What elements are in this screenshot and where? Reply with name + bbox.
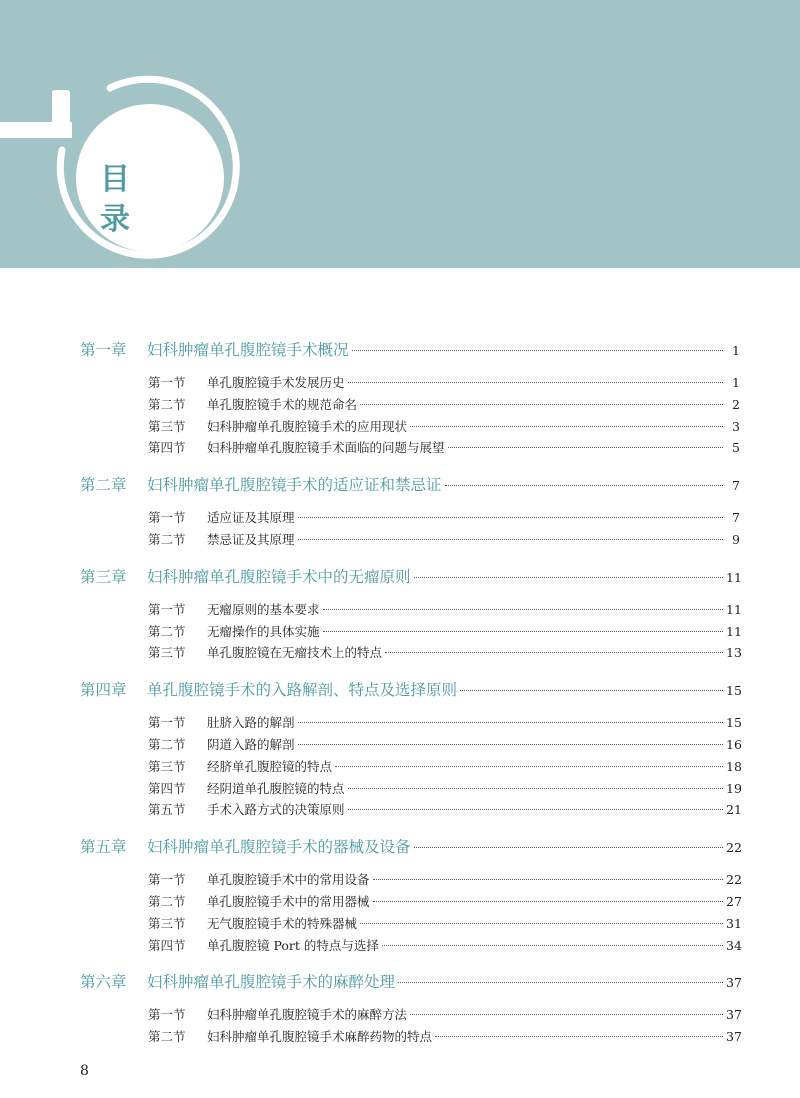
section-page: 19 bbox=[726, 780, 742, 796]
section-number: 第一节 bbox=[148, 872, 186, 888]
section-page: 37 bbox=[726, 1007, 742, 1023]
section-number: 第二节 bbox=[148, 623, 186, 639]
section-page: 1 bbox=[732, 375, 740, 390]
dot-leader bbox=[410, 426, 723, 427]
section-title: 单孔腹腔镜手术中的常用设备 bbox=[207, 872, 370, 888]
dot-leader bbox=[348, 788, 723, 789]
dot-leader bbox=[373, 901, 723, 902]
chapter-title: 妇科肿瘤单孔腹腔镜手术的适应证和禁忌证 bbox=[147, 476, 442, 495]
chapter-number: 第六章 bbox=[80, 973, 127, 992]
section-entry[interactable] bbox=[80, 891, 740, 913]
dot-leader bbox=[348, 382, 723, 383]
section-page: 13 bbox=[726, 645, 742, 661]
section-entry[interactable] bbox=[80, 935, 740, 957]
toc-chapter bbox=[80, 970, 740, 1048]
section-entry[interactable] bbox=[80, 621, 740, 643]
section-title: 单孔腹腔镜 Port 的特点与选择 bbox=[207, 937, 379, 953]
section-title: 手术入路方式的决策原则 bbox=[207, 802, 345, 818]
section-number: 第五节 bbox=[148, 802, 186, 818]
section-number: 第四节 bbox=[148, 440, 186, 456]
section-entry[interactable] bbox=[80, 712, 740, 734]
chapter-number: 第二章 bbox=[80, 476, 127, 495]
dot-leader bbox=[398, 982, 723, 983]
toc-chapter bbox=[80, 473, 740, 551]
chapter-title: 妇科肿瘤单孔腹腔镜手术概况 bbox=[147, 341, 349, 359]
section-page: 11 bbox=[726, 601, 742, 617]
section-entry[interactable] bbox=[80, 869, 740, 891]
chapter-title: 妇科肿瘤单孔腹腔镜手术中的无瘤原则 bbox=[147, 567, 411, 586]
section-entry[interactable] bbox=[80, 599, 740, 621]
dot-leader bbox=[414, 847, 723, 848]
section-entry[interactable] bbox=[80, 1026, 740, 1048]
section-entry[interactable] bbox=[80, 507, 740, 529]
dot-leader bbox=[298, 539, 723, 540]
section-title: 经脐单孔腹腔镜的特点 bbox=[207, 758, 333, 774]
dot-leader bbox=[382, 945, 723, 946]
section-title: 无气腹腔镜手术的特殊器械 bbox=[207, 915, 358, 931]
dot-leader bbox=[410, 1014, 723, 1015]
section-page: 5 bbox=[732, 440, 740, 456]
section-entry[interactable] bbox=[80, 913, 740, 935]
dot-leader bbox=[348, 809, 723, 810]
chapter-page: 22 bbox=[726, 840, 742, 856]
dot-leader bbox=[360, 923, 723, 924]
section-number: 第二节 bbox=[148, 396, 186, 412]
section-page: 27 bbox=[726, 893, 742, 909]
chapter-page: 11 bbox=[726, 569, 742, 585]
section-number: 第一节 bbox=[148, 375, 186, 390]
section-title: 阴道入路的解剖 bbox=[207, 736, 295, 752]
dot-leader bbox=[352, 350, 723, 351]
section-number: 第一节 bbox=[148, 601, 186, 617]
section-title: 经阴道单孔腹腔镜的特点 bbox=[207, 780, 345, 796]
section-page: 7 bbox=[732, 510, 740, 526]
section-title: 妇科肿瘤单孔腹腔镜手术的应用现状 bbox=[207, 418, 408, 434]
section-title: 适应证及其原理 bbox=[207, 510, 295, 526]
dot-leader bbox=[298, 722, 723, 723]
section-number: 第二节 bbox=[148, 531, 186, 547]
dot-leader bbox=[298, 517, 723, 518]
section-page: 21 bbox=[726, 802, 742, 818]
section-page: 16 bbox=[726, 736, 742, 752]
section-title: 单孔腹腔镜手术发展历史 bbox=[207, 375, 345, 390]
chapter-number: 第五章 bbox=[80, 838, 127, 857]
section-entry[interactable] bbox=[80, 437, 740, 459]
section-title: 单孔腹腔镜在无瘤技术上的特点 bbox=[207, 645, 383, 661]
toc-chapter bbox=[80, 338, 740, 459]
section-entry[interactable] bbox=[80, 756, 740, 778]
section-number: 第一节 bbox=[148, 1007, 186, 1023]
dot-leader bbox=[360, 404, 723, 405]
dot-leader bbox=[445, 485, 723, 486]
dot-leader bbox=[323, 631, 723, 632]
chapter-page: 7 bbox=[732, 478, 740, 494]
section-page: 11 bbox=[726, 623, 742, 639]
chapter-number: 第四章 bbox=[80, 681, 127, 700]
section-number: 第二节 bbox=[148, 736, 186, 752]
section-number: 第二节 bbox=[148, 1029, 186, 1045]
chapter-number: 第三章 bbox=[80, 567, 127, 586]
toc-chapter bbox=[80, 678, 740, 821]
section-title: 禁忌证及其原理 bbox=[207, 531, 295, 547]
dot-leader bbox=[460, 690, 723, 691]
section-title: 单孔腹腔镜手术中的常用器械 bbox=[207, 893, 370, 909]
section-title: 单孔腹腔镜手术的规范命名 bbox=[207, 396, 358, 412]
dot-leader bbox=[414, 577, 723, 578]
section-title: 无瘤操作的具体实施 bbox=[207, 623, 320, 639]
section-entry[interactable] bbox=[80, 642, 740, 664]
decor-bar bbox=[0, 122, 72, 138]
dot-leader bbox=[385, 652, 723, 653]
section-page: 15 bbox=[726, 715, 742, 731]
chapter-entry[interactable] bbox=[80, 835, 740, 859]
section-number: 第三节 bbox=[148, 645, 186, 661]
section-entry[interactable] bbox=[80, 734, 740, 756]
chapter-page: 1 bbox=[732, 343, 740, 358]
chapter-entry[interactable] bbox=[80, 970, 740, 994]
section-entry[interactable] bbox=[80, 394, 740, 416]
footer-page-number: 8 bbox=[80, 1063, 89, 1079]
section-number: 第三节 bbox=[148, 418, 186, 434]
chapter-entry[interactable] bbox=[80, 338, 740, 362]
section-number: 第二节 bbox=[148, 893, 186, 909]
toc-chapter bbox=[80, 565, 740, 664]
section-title: 妇科肿瘤单孔腹腔镜手术面临的问题与展望 bbox=[207, 440, 445, 456]
section-entry[interactable] bbox=[80, 529, 740, 551]
decor-tab bbox=[52, 90, 70, 124]
dot-leader bbox=[435, 1036, 723, 1037]
section-page: 3 bbox=[732, 418, 740, 434]
chapter-entry[interactable] bbox=[80, 473, 740, 497]
section-entry[interactable] bbox=[80, 372, 740, 394]
section-title: 妇科肿瘤单孔腹腔镜手术麻醉药物的特点 bbox=[207, 1029, 433, 1045]
chapter-page: 15 bbox=[726, 683, 742, 699]
chapter-title: 妇科肿瘤单孔腹腔镜手术的麻醉处理 bbox=[147, 973, 396, 992]
section-title: 妇科肿瘤单孔腹腔镜手术的麻醉方法 bbox=[207, 1007, 408, 1023]
section-page: 2 bbox=[732, 396, 740, 412]
section-number: 第一节 bbox=[148, 510, 186, 526]
section-number: 第四节 bbox=[148, 780, 186, 796]
section-page: 9 bbox=[732, 531, 740, 547]
section-entry[interactable] bbox=[80, 778, 740, 800]
section-entry[interactable] bbox=[80, 416, 740, 438]
table-of-contents bbox=[80, 338, 740, 1062]
section-entry[interactable] bbox=[80, 1004, 740, 1026]
dot-leader bbox=[373, 879, 723, 880]
section-page: 34 bbox=[726, 937, 742, 953]
chapter-entry[interactable] bbox=[80, 565, 740, 589]
chapter-number: 第一章 bbox=[80, 341, 127, 359]
dot-leader bbox=[298, 744, 723, 745]
toc-chapter bbox=[80, 835, 740, 956]
chapter-page: 37 bbox=[726, 975, 742, 991]
page-title: 目 录 bbox=[100, 162, 148, 237]
chapter-title: 妇科肿瘤单孔腹腔镜手术的器械及设备 bbox=[147, 838, 411, 857]
section-page: 22 bbox=[726, 872, 742, 888]
section-number: 第一节 bbox=[148, 715, 186, 731]
section-page: 37 bbox=[726, 1029, 742, 1045]
section-title: 无瘤原则的基本要求 bbox=[207, 601, 320, 617]
section-number: 第三节 bbox=[148, 915, 186, 931]
section-page: 18 bbox=[726, 758, 742, 774]
section-entry[interactable] bbox=[80, 799, 740, 821]
section-number: 第三节 bbox=[148, 758, 186, 774]
section-title: 肚脐入路的解剖 bbox=[207, 715, 295, 731]
section-page: 31 bbox=[726, 915, 742, 931]
chapter-entry[interactable] bbox=[80, 678, 740, 702]
section-number: 第四节 bbox=[148, 937, 186, 953]
dot-leader bbox=[335, 766, 723, 767]
dot-leader bbox=[448, 447, 723, 448]
chapter-title: 单孔腹腔镜手术的入路解剖、特点及选择原则 bbox=[147, 681, 458, 700]
dot-leader bbox=[323, 609, 723, 610]
